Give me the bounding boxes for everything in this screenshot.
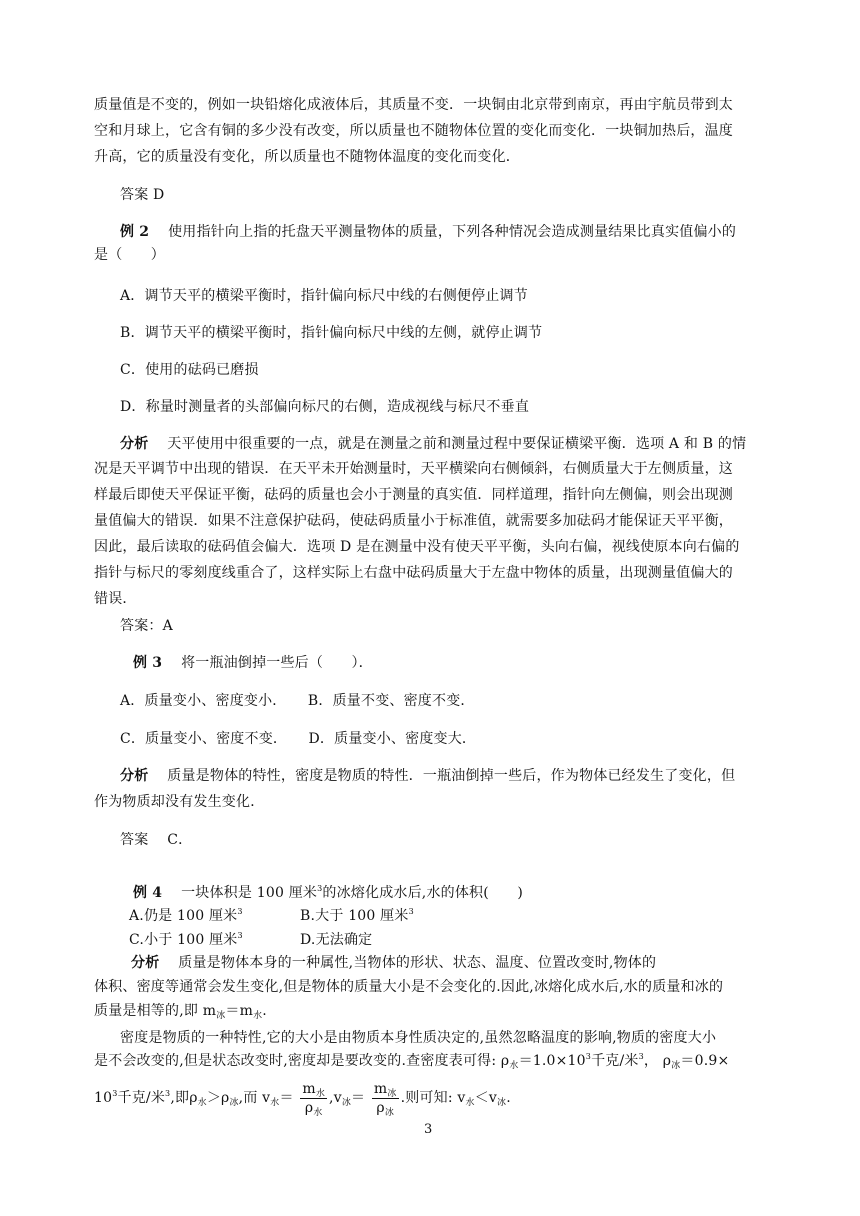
option-text: A.仍是 100 厘米: [129, 908, 238, 924]
options-ab: A．质量变小、密度变小． B．质量不变、密度不变．: [120, 693, 475, 709]
option-c: [129, 930, 243, 950]
fraction-water: [300, 1080, 327, 1117]
analysis-line: 作为物质却没有发生变化．: [94, 794, 265, 810]
analysis-line: 样最后即使天平保证平衡，砝码的质量也会小于测量的真实值．同样道理，指针向左侧偏，则会出现测: [94, 487, 733, 503]
text: ,即ρ: [170, 1090, 198, 1106]
numerator: m: [302, 1080, 316, 1097]
superscript: 3: [237, 907, 243, 916]
text: ＝1.0×10: [518, 1053, 586, 1069]
subscript: 水: [197, 1098, 207, 1108]
q-part: 的冰熔化成水后,水的体积( ): [322, 885, 523, 901]
superscript: 3: [317, 884, 323, 893]
example-2-question: [120, 222, 736, 242]
option-d: D.无法确定: [300, 932, 373, 948]
density-line: 是不会改变的,但是状态改变时,密度却是要改变的.查密度表可得: $\rho_水=1.0\times 10^3$千克/米$^3$， $\rho_冰=0.9\times$: [94, 1052, 730, 1071]
paragraph-line: 质量值是不变的，例如一块铅熔化成液体后，其质量不变．一块铜由北京带到南京，再由宇航员带到太: [94, 97, 733, 113]
analysis-line: 错误．: [94, 591, 137, 607]
option-b: B．调节天平的横梁平衡时，指针偏向标尺中线的左侧，就停止调节: [120, 325, 543, 341]
option-text: B.大于 100 厘米: [300, 908, 409, 924]
text: ＝0.9×: [680, 1053, 730, 1069]
analysis-line: [120, 434, 746, 454]
subscript: 水: [465, 1098, 475, 1108]
text: 10: [94, 1090, 113, 1106]
example-2-label: 例 2: [120, 224, 150, 240]
analysis-text: 质量是物体的特性，密度是物质的特性．一瓶油倒掉一些后，作为物体已经发生了变化，但: [167, 768, 736, 784]
q-part: 一块体积是 100 厘米: [181, 885, 318, 901]
example-2-question-cont: 是（ ）: [94, 247, 165, 263]
example-4-question: [133, 883, 523, 903]
text: ＝: [351, 1090, 366, 1106]
analysis-label: 分析: [120, 768, 149, 784]
denominator: ρ: [376, 1099, 385, 1116]
analysis-line: [131, 953, 656, 973]
subscript: 冰: [387, 1088, 397, 1099]
superscript: 3: [585, 1052, 592, 1061]
text: 千克/米: [591, 1053, 639, 1069]
density-formula-line: [94, 1078, 511, 1118]
example-3-question: [133, 653, 373, 673]
superscript: 3: [112, 1089, 118, 1098]
analysis-line: 因此，最后读取的砝码值会偏大．选项 D 是在测量中没有使天平平衡，头向右偏，视线使原本向右偏的: [94, 539, 740, 555]
example-2-question-text: 使用指针向上指的托盘天平测量物体的质量，下列各种情况会造成测量结果比真实值偏小的: [168, 224, 737, 240]
option-c: C．使用的砝码已磨损: [120, 362, 259, 378]
option-d: D．称量时测量者的头部偏向标尺的右侧，造成视线与标尺不垂直: [120, 399, 530, 415]
text: 是不会改变的,但是状态改变时,密度却是要改变的.查密度表可得:: [94, 1053, 497, 1069]
analysis-line: [94, 1001, 267, 1021]
text: 质量是相等的,即 m: [94, 1003, 217, 1019]
text: ＜v: [474, 1090, 498, 1106]
analysis-line: 量值偏大的错误．如果不注意保护砝码，使砝码质量小于标准值，就需要多加砝码才能保证天平平衡，: [94, 513, 733, 529]
subscript: 水: [270, 1098, 280, 1108]
answer-text: 答案 C．: [120, 832, 193, 848]
option-b: [300, 906, 414, 926]
text: ＝: [279, 1090, 294, 1106]
options-cd: C．质量变小、密度不变． D．质量变小、密度变大．: [120, 731, 477, 747]
answer-text: 答案：A: [120, 618, 173, 634]
analysis-text: 天平使用中很重要的一点，就是在测量之前和测量过程中要保证横梁平衡．选项 A 和 B 的情: [167, 436, 747, 452]
text: .: [506, 1090, 511, 1106]
rho-symbol: ρ: [500, 1053, 510, 1069]
analysis-line: 况是天平调节中出现的错误．在天平未开始测量时，天平横梁向右侧倾斜，右侧质量大于左侧质量，这: [94, 461, 733, 477]
text: 千克/米: [117, 1090, 166, 1106]
answer-text: 答案 D: [120, 187, 165, 203]
analysis-label: 分析: [131, 955, 160, 971]
option-a: A．调节天平的横梁平衡时，指针偏向标尺中线的右侧便停止调节: [120, 288, 528, 304]
analysis-label: 分析: [120, 436, 149, 452]
example-4-label: 例 4: [133, 885, 163, 901]
subscript: 水: [315, 1088, 326, 1099]
subscript: 冰: [671, 1061, 681, 1071]
text: ＞ρ: [206, 1090, 230, 1106]
subscript: 水: [253, 1011, 263, 1021]
superscript: 3: [408, 907, 414, 916]
subscript: 冰: [341, 1098, 352, 1108]
text: ,v: [329, 1090, 342, 1106]
text: ,而 v: [238, 1090, 271, 1106]
page-number: 3: [424, 1122, 433, 1137]
superscript: 3: [237, 931, 243, 940]
subscript: 水: [313, 1107, 323, 1118]
subscript: 水: [509, 1061, 519, 1071]
subscript: 冰: [229, 1098, 239, 1108]
paragraph-line: 空和月球上，它含有铜的多少没有改变，所以质量也不随物体位置的变化而变化．一块铜加热后，温度: [94, 123, 733, 139]
subscript: 冰: [384, 1107, 395, 1118]
superscript: 3: [638, 1052, 644, 1061]
subscript: 冰: [497, 1098, 507, 1108]
example-3-question-text: 将一瓶油倒掉一些后（ ）．: [181, 655, 373, 671]
analysis-line: [120, 766, 735, 786]
numerator: m: [373, 1080, 388, 1097]
text: ＝m: [225, 1003, 254, 1019]
subscript: 冰: [216, 1011, 226, 1021]
example-3-label: 例 3: [133, 655, 163, 671]
denominator: ρ: [304, 1099, 314, 1116]
paragraph-line: 升高，它的质量没有变化，所以质量也不随物体温度的变化而变化．: [94, 149, 520, 165]
density-line: 密度是物质的一种特性,它的大小是由物质本身性质决定的,虽然忽略温度的影响,物质的密度大小: [120, 1030, 717, 1046]
analysis-line: 指针与标尺的零刻度线重合了，这样实际上右盘中砝码质量大于左盘中物体的质量，出现测量值偏大的: [94, 565, 733, 581]
text: .则可知: v: [400, 1090, 466, 1106]
text: .: [262, 1003, 267, 1019]
option-text: C.小于 100 厘米: [129, 932, 238, 948]
analysis-text: 质量是物体本身的一种属性,当物体的形状、状态、温度、位置改变时,物体的: [178, 955, 657, 971]
fraction-ice: [372, 1080, 399, 1117]
option-a: [129, 906, 243, 926]
superscript: 3: [165, 1089, 171, 1098]
rho-symbol: ρ: [662, 1053, 672, 1069]
analysis-line: 体积、密度等通常会发生变化,但是物体的质量大小是不会变化的.因此,冰熔化成水后,水的质量和冰的: [94, 979, 724, 995]
